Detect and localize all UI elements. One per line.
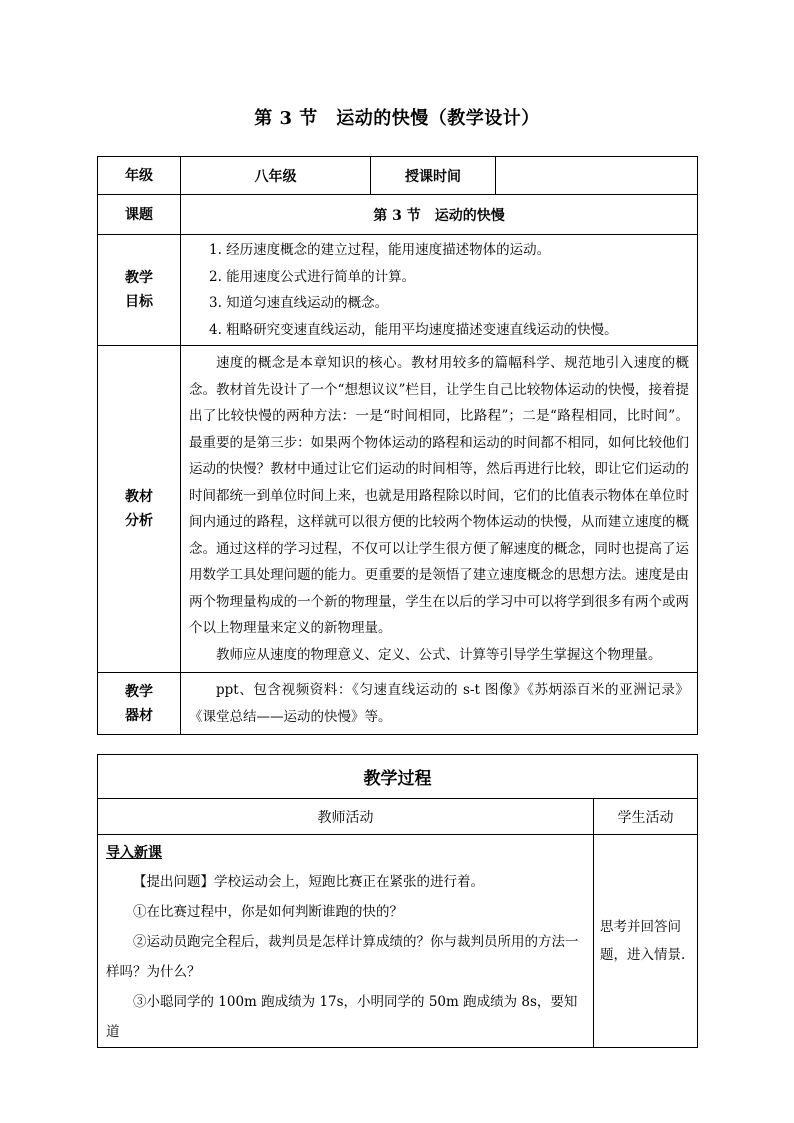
equipment-label	[98, 673, 181, 735]
analysis-label-line1: 教材	[125, 489, 153, 505]
goal-item: 3. 知道匀速直线运动的概念。	[209, 295, 389, 311]
equipment-label-line2: 器材	[125, 707, 153, 724]
topic-value: 第 3 节 运动的快慢	[181, 195, 698, 235]
lesson-info-table	[97, 156, 698, 735]
grade-value: 八年级	[181, 157, 371, 195]
goals-list	[181, 235, 698, 346]
teaching-process-table	[97, 754, 698, 1048]
grade-label: 年级	[98, 157, 181, 195]
topic-label: 课题	[98, 195, 181, 235]
equipment-text: ppt、包含视频资料：《匀速直线运动的 s-t 图像》《苏炳添百米的亚洲记录》《课堂总结——运动的快慢》等。	[181, 673, 698, 735]
teacher-activity-content	[98, 835, 594, 1048]
goal-item: 2. 能用速度公式进行简单的计算。	[209, 268, 416, 285]
goal-item: 1. 经历速度概念的建立过程，能用速度描述物体的运动。	[209, 242, 551, 258]
lesson-time-label: 授课时间	[371, 157, 496, 195]
document-title: 第 3 节 运动的快慢（教学设计）	[254, 108, 540, 129]
process-line: ②运动员跑完全程后，裁判员是怎样计算成绩的？你与裁判员所用的方法一样吗？为什么？	[106, 934, 579, 980]
goals-label-line2: 目标	[125, 294, 153, 310]
goals-label	[98, 235, 181, 346]
process-title: 教学过程	[98, 755, 698, 799]
analysis-paragraph-2: 教师应从速度的物理意义、定义、公式、计算等引导学生掌握这个物理量。	[216, 646, 662, 663]
process-line: ①在比赛过程中，你是如何判断谁跑的快的？	[133, 904, 403, 920]
analysis-label	[98, 346, 181, 673]
lesson-time-value	[496, 157, 698, 195]
student-activity-content: 思考并回答问题，进入情景.	[594, 835, 698, 1048]
section-heading: 导入新课	[106, 845, 162, 861]
goal-item: 4. 粗略研究变速直线运动，能用平均速度描述变速直线运动的快慢。	[209, 321, 618, 338]
analysis-content	[181, 346, 698, 673]
process-line: 【提出问题】学校运动会上，短跑比赛正在紧张的进行着。	[133, 874, 484, 890]
equipment-label-line1: 教学	[125, 683, 153, 700]
process-line: ③小聪同学的 100m 跑成绩为 17s，小明同学的 50m 跑成绩为 8s，要知道	[106, 994, 578, 1040]
goals-label-line1: 教学	[125, 270, 153, 286]
analysis-paragraph-1: 速度的概念是本章知识的核心。教材用较多的篇幅科学、规范地引入速度的概念。教材首先设计了一个“想想议议”栏目，让学生自己比较物体运动的快慢，接着提出了比较快慢的两种方法：一是“时间相同，比路程”；二是“路程相同，比时间”。最重要的是第三步：如果两个物体运动的路程和运动的时间都不相同，如何比较他们运动的快慢？教材中通过让它们运动的时间相等，然后再进行比较，即让它们运动的时间都统一到单位时间上来，也就是用路程除以时间，它们的比值表示物体在单位时间内通过的路程，这样就可以很方便的比较两个物体运动的快慢，从而建立速度的概念。通过这样的学习过程，不仅可以让学生很方便了解速度的概念，同时也提高了运用数学工具处理问题的能力。更重要的是领悟了建立速度概念的思想方法。速度是由两个物理量构成的一个新的物理量，学生在以后的学习中可以将学到很多有两个或两个以上物理量来定义的新物理量。	[189, 355, 689, 636]
student-activity-header: 学生活动	[594, 799, 698, 835]
analysis-label-line2: 分析	[125, 513, 153, 529]
teacher-activity-header: 教师活动	[98, 799, 594, 835]
